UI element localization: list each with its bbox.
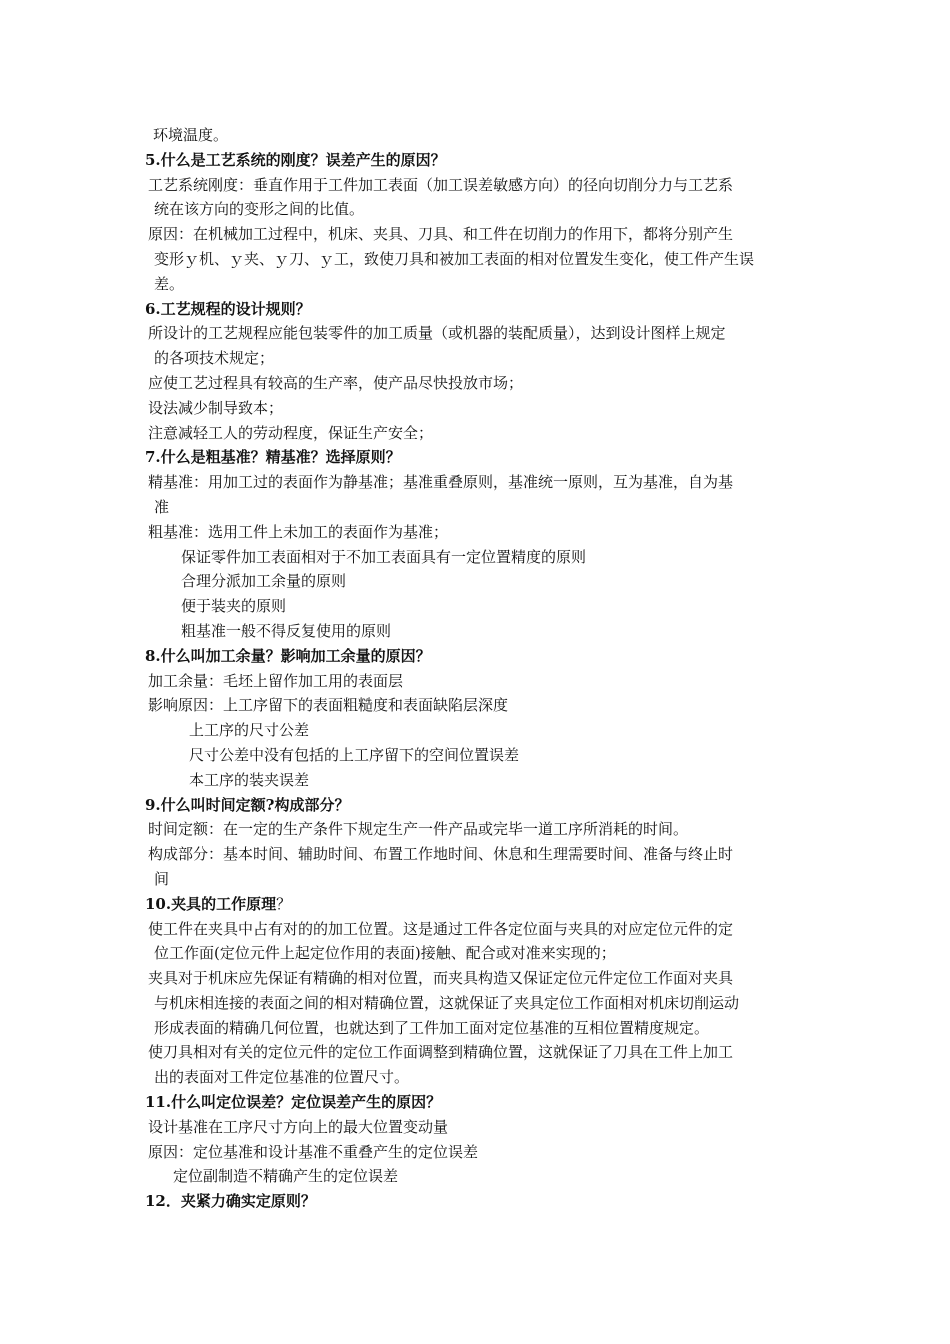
list-item: 保证零件加工表面相对于不加工表面具有一定位置精度的原则 — [181, 547, 587, 566]
text-line: 夹具对于机床应先保证有精确的相对位置，而夹具构造又保证定位元件定位工作面对夹具 — [148, 969, 734, 988]
list-item: 定位副制造不精确产生的定位误差 — [173, 1167, 399, 1186]
text-line: 工艺系统刚度：垂直作用于工件加工表面（加工误差敏感方向）的径向切削分力与工艺系 — [148, 175, 734, 194]
list-item: 合理分派加工余量的原则 — [181, 572, 347, 591]
question-heading: 5.什么是工艺系统的刚度？误差产生的原因？ — [145, 150, 446, 169]
list-item: 便于装夹的原则 — [181, 597, 287, 616]
list-item: 上工序的尺寸公差 — [189, 721, 310, 740]
text-line: 的各项技术规定； — [154, 349, 275, 368]
text-line: 位工作面(定位元件上起定位作用的表面)接触、配合或对准来实现的； — [154, 944, 616, 963]
text-line: 所设计的工艺规程应能包装零件的加工质量（或机器的装配质量），达到设计图样上规定 — [148, 324, 726, 343]
text-line: 设法减少制导致本； — [148, 398, 284, 417]
text-line: 环境温度。 — [153, 126, 229, 144]
text-line: 统在该方向的变形之间的比值。 — [154, 200, 365, 219]
question-heading — [145, 892, 815, 917]
text-line: 差。 — [154, 274, 185, 293]
question-mark: ？ — [276, 894, 292, 913]
text-line: 构成部分：基本时间、辅助时间、布置工作地时间、休息和生理需要时间、准备与终止时 — [148, 845, 734, 864]
text-line: 注意减轻工人的劳动程度，保证生产安全； — [148, 423, 434, 442]
text-line: 形成表面的精确几何位置，也就达到了工件加工面对定位基准的互相位置精度规定。 — [154, 1018, 710, 1037]
text-line: 影响原因：上工序留下的表面粗糙度和表面缺陷层深度 — [148, 696, 509, 715]
question-heading: 11.什么叫定位误差？定位误差产生的原因？ — [145, 1093, 442, 1112]
text-line: 应使工艺过程具有较高的生产率，使产品尽快投放市场； — [148, 373, 524, 392]
text-line: 与机床相连接的表面之间的相对精确位置，这就保证了夹具定位工作面相对机床切削运动 — [154, 993, 740, 1012]
text-line: 间 — [154, 869, 170, 888]
question-heading: 12．夹紧力确实定原则？ — [145, 1192, 316, 1211]
text-line: 出的表面对工件定位基准的位置尺寸。 — [154, 1068, 410, 1087]
question-heading: 7.什么是粗基准？精基准？选择原则？ — [145, 448, 401, 467]
list-item: 尺寸公差中没有包括的上工序留下的空间位置误差 — [189, 745, 520, 764]
text-line: 精基准：用加工过的表面作为静基准；基准重叠原则，基准统一原则，互为基准，自为基 — [148, 473, 734, 492]
text-line: 加工余量：毛坯上留作加工用的表面层 — [148, 671, 404, 690]
text-line: 准 — [154, 497, 170, 516]
text-line: 变形ｙ机、ｙ夹、ｙ刀、ｙ工，致使刀具和被加工表面的相对位置发生变化，使工件产生误 — [154, 249, 755, 268]
text-line: 使刀具相对有关的定位元件的定位工作面调整到精确位置，这就保证了刀具在工件上加工 — [148, 1043, 734, 1062]
text-line: 原因：定位基准和设计基准不重叠产生的定位误差 — [148, 1142, 479, 1161]
text-line: 粗基准：选用工件上未加工的表面作为基准； — [148, 522, 449, 541]
question-heading: 6.工艺规程的设计规则？ — [145, 299, 311, 318]
question-heading: 8.什么叫加工余量？影响加工余量的原因？ — [145, 646, 431, 665]
list-item: 粗基准一般不得反复使用的原则 — [181, 621, 392, 640]
text-line: 使工件在夹具中占有对的的加工位置。这是通过工件各定位面与夹具的对应定位元件的定 — [148, 919, 734, 938]
document-body — [145, 123, 815, 1214]
question-heading-text: 10.夹具的工作原理 — [145, 894, 277, 913]
text-line: 时间定额：在一定的生产条件下规定生产一件产品或完毕一道工序所消耗的时间。 — [148, 820, 689, 839]
text-line: 设计基准在工序尺寸方向上的最大位置变动量 — [148, 1117, 449, 1136]
list-item: 本工序的装夹误差 — [189, 770, 310, 789]
question-heading: 9.什么叫时间定额?构成部分？ — [145, 795, 350, 814]
text-line: 原因：在机械加工过程中，机床、夹具、刀具、和工件在切削力的作用下，都将分别产生 — [148, 225, 734, 244]
